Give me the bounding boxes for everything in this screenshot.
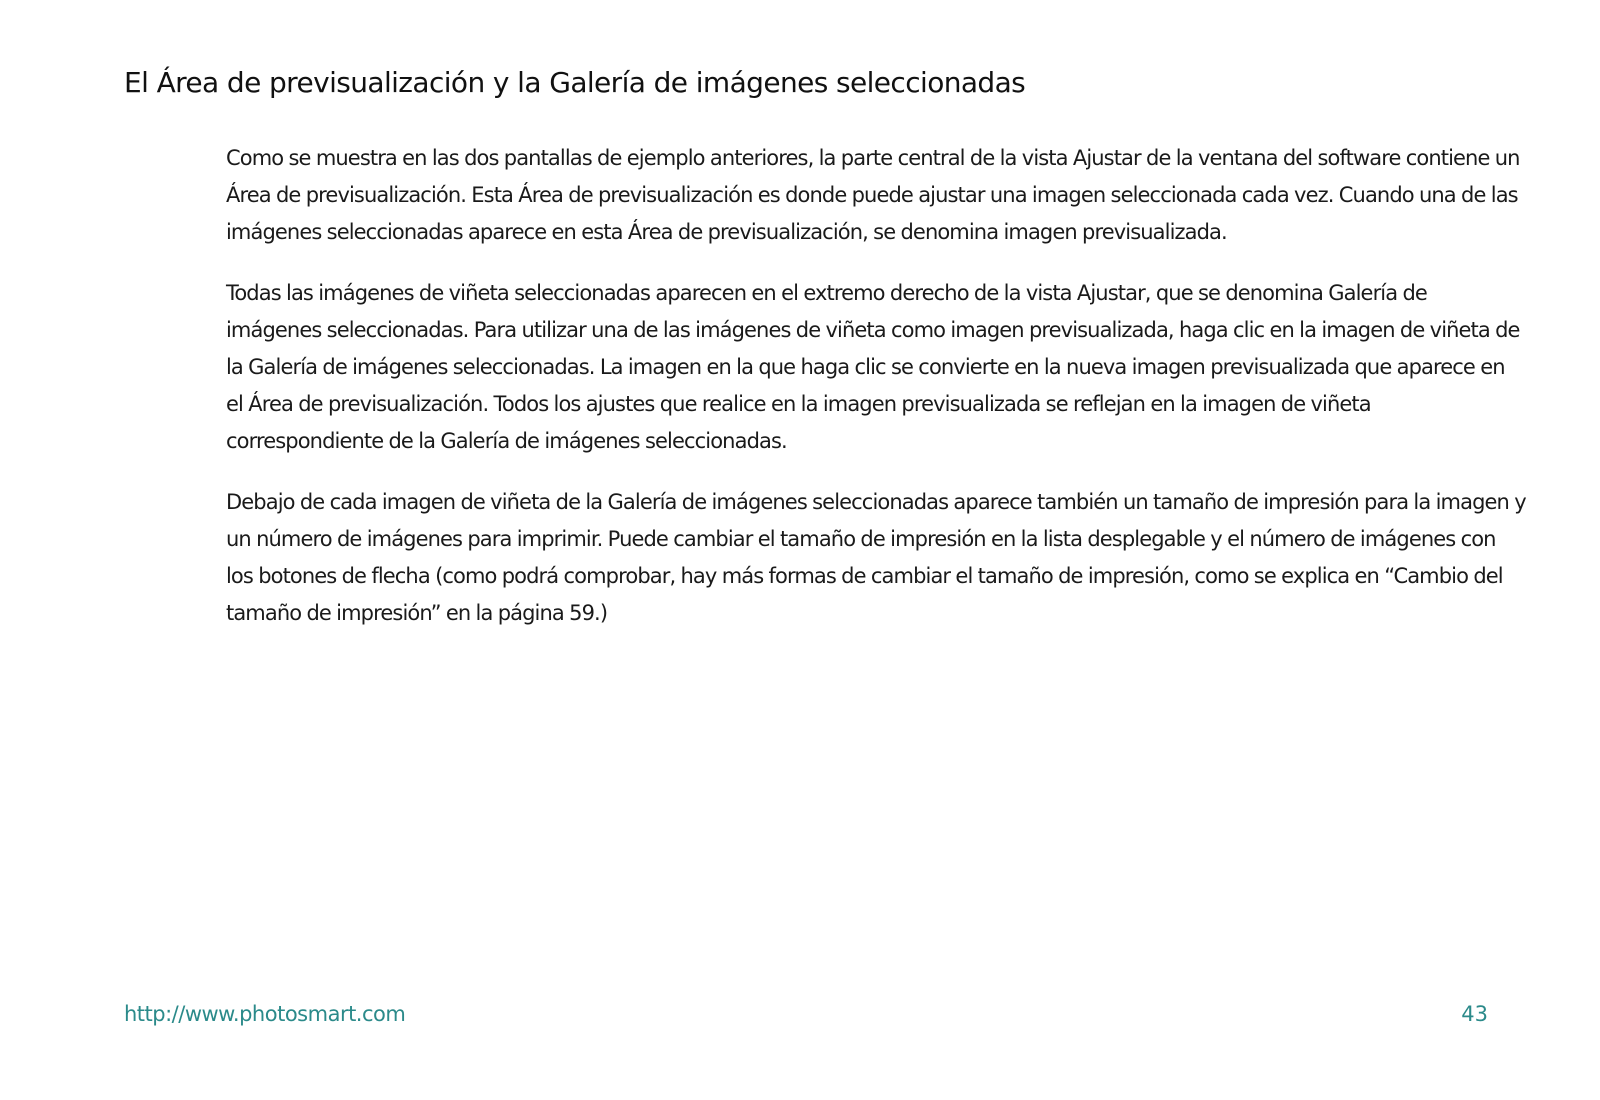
page-title: El Área de previsualización y la Galería de imágenes seleccionadas [124, 66, 1026, 99]
paragraph-preview-area: Como se muestra en las dos pantallas de ejemplo anteriores, la parte central de la vista Ajustar de la ventana del software contiene un Área de previsualización. Esta Área de previsualización es donde puede ajustar una imagen seleccionada cada vez. Cuando una de las imágenes seleccionadas aparece en esta Área de previsualización, se denomina imagen previsualizada. [226, 146, 1520, 244]
page-number: 43 [1461, 1002, 1488, 1026]
footer-url-link[interactable]: http://www.photosmart.com [124, 1002, 406, 1026]
body-text [226, 140, 1526, 656]
paragraph-selected-gallery: Todas las imágenes de viñeta seleccionadas aparecen en el extremo derecho de la vista Ajustar, que se denomina Galería de imágenes seleccionadas. Para utilizar una de las imágenes de viñeta como imagen previsualizada, haga clic en la imagen de viñeta de la Galería de imágenes seleccionadas. La imagen en la que haga clic se convierte en la nueva imagen previsualizada que aparece en el Área de previsualización. Todos los ajustes que realice en la imagen previsualizada se reflejan en la imagen de viñeta correspondiente de la Galería de imágenes seleccionadas. [226, 281, 1520, 453]
paragraph-print-size: Debajo de cada imagen de viñeta de la Galería de imágenes seleccionadas aparece también un tamaño de impresión para la imagen y un número de imágenes para imprimir. Puede cambiar el tamaño de impresión en la lista desplegable y el número de imágenes con los botones de flecha (como podrá comprobar, hay más formas de cambiar el tamaño de impresión, como se explica en “Cambio del tamaño de impresión” en la página 59.) [226, 490, 1526, 625]
